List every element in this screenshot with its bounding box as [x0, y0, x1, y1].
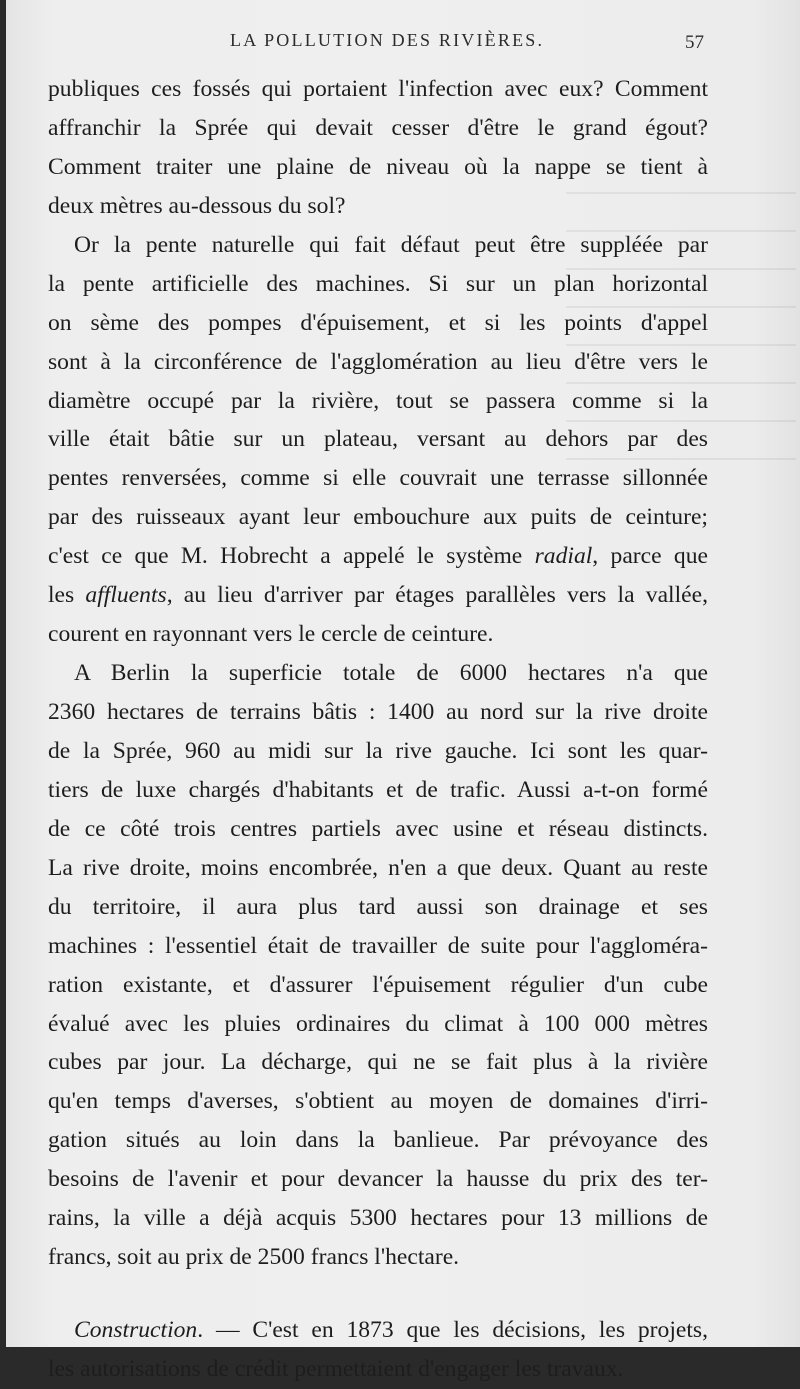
text-line: francs, soit au prix de 2500 francs l'hectare. — [48, 1244, 460, 1271]
section-gap — [48, 1277, 708, 1311]
text-line: tiers de luxe chargés d'habitants et de trafic. Aussi a-t-on formé — [48, 776, 708, 803]
text-line: diamètre occupé par la rivière, tout se passera comme si la — [48, 387, 708, 414]
text-line: Construction. — C'est en 1873 que les décisions, les projets, — [74, 1317, 708, 1344]
page-number: 57 — [685, 32, 704, 53]
text-line: évalué avec les pluies ordinaires du climat à 100 000 mètres — [48, 1010, 708, 1037]
text-line: A Berlin la superficie totale de 6000 hectares n'a que — [74, 660, 708, 687]
text-line: ville était bâtie sur un plateau, versant au dehors par des — [48, 426, 708, 453]
text-line: Comment traiter une plaine de niveau où la nappe se tient à — [48, 153, 708, 180]
text-line: du territoire, il aura plus tard aussi son drainage et ses — [48, 893, 708, 920]
emphasis: radial — [534, 543, 593, 570]
text-line: rains, la ville a déjà acquis 5300 hectares pour 13 millions de — [48, 1205, 708, 1232]
text-line: pentes renversées, comme si elle couvrait une terrasse sillonnée — [48, 465, 708, 492]
text-line: courent en rayonnant vers le cercle de ceinture. — [48, 621, 494, 648]
text-line: par des ruisseaux ayant leur embouchure aux puits de ceinture; — [48, 504, 708, 531]
text-line: affranchir la Sprée qui devait cesser d'être le grand égout? — [48, 114, 708, 141]
text-line: les autorisations de crédit permettaient d'engager les travaux. — [48, 1356, 624, 1382]
text-line: de la Sprée, 960 au midi sur la rive gauche. Ici sont les quar- — [48, 737, 708, 764]
text-line: machines : l'essentiel était de travailler de suite pour l'aggloméra- — [48, 932, 708, 959]
paragraph-3 — [48, 654, 708, 1277]
text-line: La rive droite, moins encombrée, n'en a que deux. Quant au reste — [48, 854, 708, 881]
text-line: cubes par jour. La décharge, qui ne se fait plus à la rivière — [48, 1049, 708, 1076]
text-line: de ce côté trois centres partiels avec usine et réseau distincts. — [48, 815, 708, 842]
text-line: publiques ces fossés qui portaient l'infection avec eux? Comment — [48, 76, 708, 102]
running-title: LA POLLUTION DES RIVIÈRES. — [230, 30, 545, 50]
text-line: les affluents, au lieu d'arriver par étages parallèles vers la vallée, — [48, 582, 708, 609]
text-line: besoins de l'avenir et pour devancer la hausse du prix des ter- — [48, 1166, 708, 1193]
text-line: sont à la circonférence de l'agglomération au lieu d'être vers le — [48, 348, 708, 375]
page-header — [6, 30, 800, 60]
emphasis: Construction — [74, 1317, 198, 1344]
text-line: Or la pente naturelle qui fait défaut peut être suppléée par — [74, 231, 708, 258]
book-page — [6, 0, 800, 1382]
paragraph-1 — [48, 70, 708, 226]
body-text — [48, 70, 708, 1389]
text-line: ration existante, et d'assurer l'épuisement régulier d'un cube — [48, 971, 708, 998]
text-line: deux mètres au-dessous du sol? — [48, 192, 346, 219]
emphasis: affluents — [85, 582, 167, 609]
text-line: gation situés au loin dans la banlieue. Par prévoyance des — [48, 1127, 708, 1154]
text-line: qu'en temps d'averses, s'obtient au moyen de domaines d'irri- — [48, 1088, 708, 1115]
text-line: 2360 hectares de terrains bâtis : 1400 au nord sur la rive droite — [48, 699, 708, 725]
paragraph-2 — [48, 226, 708, 654]
text-line: c'est ce que M. Hobrecht a appelé le système radial, parce que — [48, 543, 708, 570]
paragraph-construction — [48, 1311, 708, 1389]
text-line: on sème des pompes d'épuisement, et si les points d'appel — [48, 309, 708, 336]
text-line: la pente artificielle des machines. Si sur un plan horizontal — [48, 270, 708, 297]
